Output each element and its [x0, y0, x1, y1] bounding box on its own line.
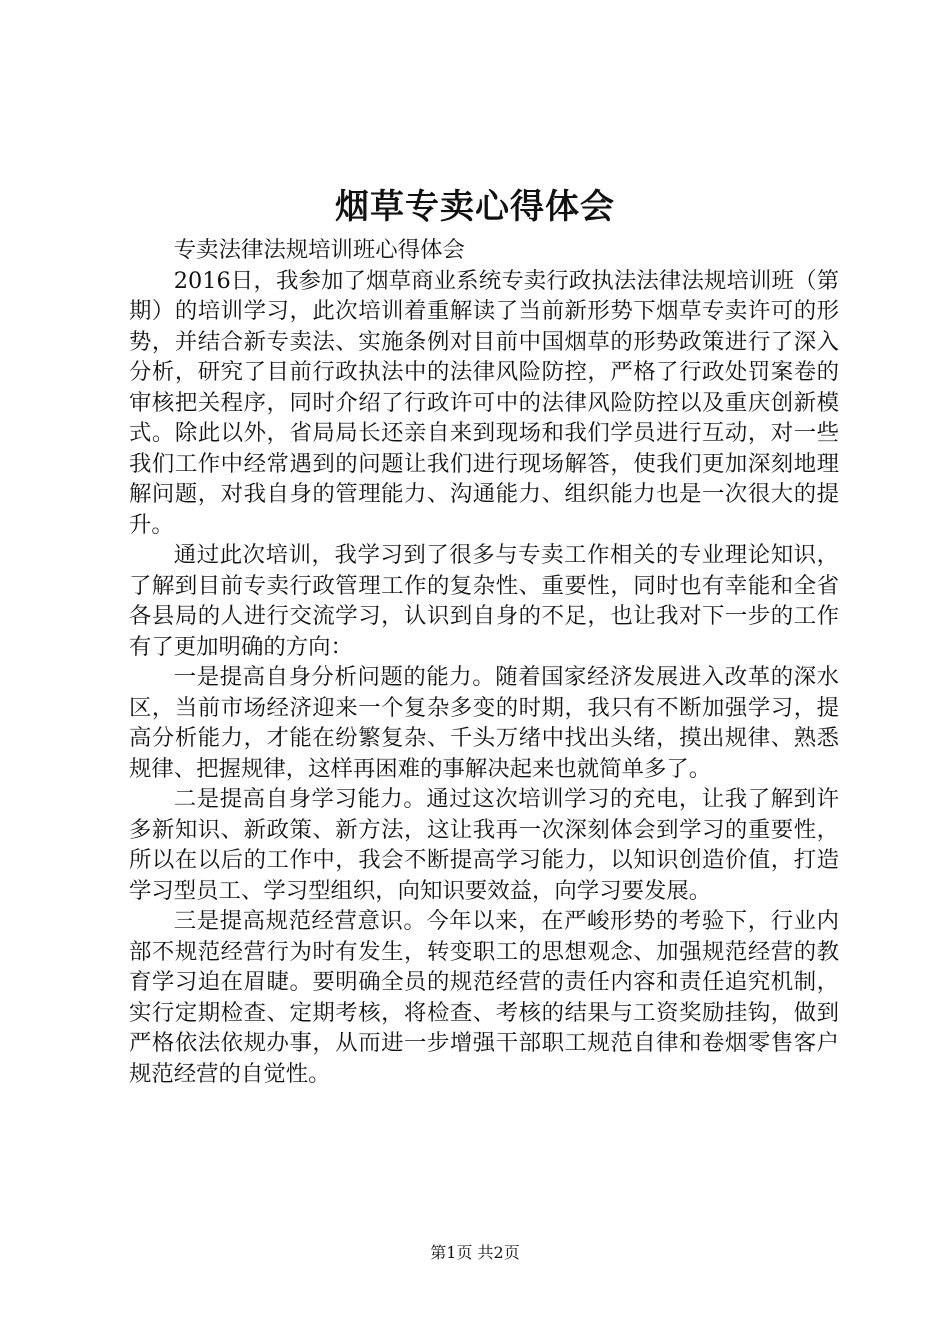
document-body: [129, 235, 839, 1089]
paragraph-point-one: 一是提高自身分析问题的能力。随着国家经济发展进入改革的深水区，当前市场经济迎来一个复杂多变的时期，我只有不断加强学习，提高分析能力，才能在纷繁复杂、千头万绪中找出头绪，摸出规律、熟悉规律、把握规律，这样再困难的事解决起来也就简单多了。: [129, 664, 839, 782]
paragraph-point-three: 三是提高规范经营意识。今年以来，在严峻形势的考验下，行业内部不规范经营行为时有发生，转变职工的思想观念、加强规范经营的教育学习迫在眉睫。要明确全员的规范经营的责任内容和责任追究机制，实行定期检查、定期考核，将检查、考核的结果与工资奖励挂钩，做到严格依法依规办事，从而进一步增强干部职工规范自律和卷烟零售客户规范经营的自觉性。: [129, 908, 839, 1087]
paragraph-summary: 通过此次培训，我学习到了很多与专卖工作相关的专业理论知识，了解到目前专卖行政管理工作的复杂性、重要性，同时也有幸能和全省各县局的人进行交流学习，认识到自身的不足，也让我对下一步的工作有了更加明确的方向：: [129, 542, 839, 660]
document-title: 烟草专卖心得体会: [335, 187, 615, 227]
paragraph-point-two: 二是提高自身学习能力。通过这次培训学习的充电，让我了解到许多新知识、新政策、新方法，这让我再一次深刻体会到学习的重要性，所以在以后的工作中，我会不断提高学习能力，以知识创造价值，打造学习型员工、学习型组织，向知识要效益，向学习要发展。: [129, 786, 839, 904]
page-footer: 第1页 共2页: [430, 1243, 520, 1262]
paragraph-intro: 2016日，我参加了烟草商业系统专卖行政执法法律法规培训班（第期）的培训学习，此次培训着重解读了当前新形势下烟草专卖许可的形势，并结合新专卖法、实施条例对目前中国烟草的形势政策进行了深入分析，研究了目前行政执法中的法律风险防控，严格了行政处罚案卷的审核把关程序，同时介绍了行政许可中的法律风险防控以及重庆创新模式。除此以外，省局局长还亲自来到现场和我们学员进行互动，对一些我们工作中经常遇到的问题让我们进行现场解答，使我们更加深刻地理解问题，对我自身的管理能力、沟通能力、组织能力也是一次很大的提升。: [129, 267, 839, 538]
paragraph-subtitle: 专卖法律法规培训班心得体会: [173, 237, 465, 263]
